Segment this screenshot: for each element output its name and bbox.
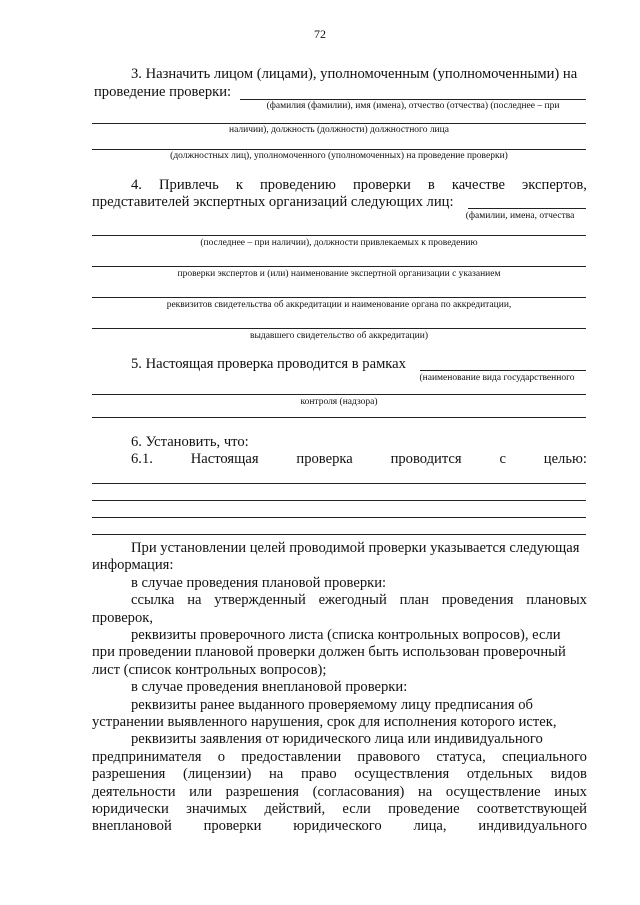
body-p7a: реквизиты заявления от юридического лица или индивидуального	[131, 731, 543, 747]
fill-line	[92, 123, 586, 124]
word: внеплановой	[92, 818, 172, 834]
fill-line	[92, 328, 586, 329]
word: проверки	[203, 818, 262, 834]
item4-caption5: выдавшего свидетельство об аккредитации)	[250, 331, 428, 341]
word: если	[342, 801, 371, 817]
word: значимых	[186, 801, 248, 817]
fill-line	[468, 208, 586, 209]
body-p3a	[131, 592, 587, 609]
word: плановых	[526, 592, 587, 608]
word: на	[187, 592, 202, 608]
word: осуществления	[354, 766, 450, 782]
fill-line	[92, 517, 586, 518]
word: специального	[501, 749, 587, 765]
body-p3b: проверок,	[92, 610, 154, 626]
fill-line	[240, 99, 586, 100]
word: разрешения	[225, 784, 300, 800]
item6-1-line	[131, 451, 587, 468]
fill-line	[92, 149, 586, 150]
word: соответствующей	[476, 801, 587, 817]
item4-line1	[131, 177, 587, 194]
fill-line	[420, 370, 586, 371]
word: ежегодный	[318, 592, 387, 608]
page-number: 72	[314, 27, 326, 41]
word: на	[417, 784, 433, 800]
body-p6b: устранении выявленного нарушения, срок для исполнения которого истек,	[92, 714, 557, 730]
fill-line	[92, 297, 586, 298]
word: разрешения	[92, 766, 166, 782]
word: или	[189, 784, 213, 800]
item3-caption1: (фамилия (фамилии), имя (имена), отчество (отчества) (последнее – при	[266, 101, 560, 111]
word: статуса,	[436, 749, 486, 765]
body-p7b	[92, 749, 587, 766]
word: иных	[554, 784, 587, 800]
word: ссылка	[131, 592, 175, 608]
word: право	[300, 766, 337, 782]
body-p5: в случае проведения внеплановой проверки:	[131, 679, 408, 695]
word: целью:	[543, 451, 587, 467]
word: проведению	[259, 177, 336, 193]
word: Настоящая	[190, 451, 259, 467]
word: проводится	[390, 451, 462, 467]
item5-line1: 5. Настоящая проверка проводится в рамках	[131, 356, 406, 372]
fill-line	[92, 500, 586, 501]
word: 6.1.	[131, 451, 153, 467]
body-p1b: информация:	[92, 557, 174, 573]
word: предоставлении	[241, 749, 342, 765]
item6-line1: 6. Установить, что:	[131, 434, 249, 450]
word: проведение	[388, 801, 460, 817]
fill-line	[92, 266, 586, 267]
word: лица,	[413, 818, 447, 834]
word: осуществление	[445, 784, 541, 800]
word: экспертов,	[522, 177, 587, 193]
body-p4a: реквизиты проверочного листа (списка контрольных вопросов), если	[131, 627, 561, 643]
body-p7e	[92, 801, 587, 818]
item4-caption4: реквизитов свидетельства об аккредитации и наименование органа по аккредитации,	[166, 300, 512, 310]
fill-line	[92, 534, 586, 535]
body-p7c	[92, 766, 587, 783]
word: с	[499, 451, 506, 467]
word: 4.	[131, 177, 142, 193]
item3-caption2: наличии), должность (должности) должностного лица	[229, 125, 449, 135]
word: деятельности	[92, 784, 176, 800]
fill-line	[92, 394, 586, 395]
item5-caption1: (наименование вида государственного	[419, 373, 575, 383]
word: (лицензии)	[183, 766, 252, 782]
word: видов	[550, 766, 587, 782]
body-p4b: при проведении плановой проверки должен быть использован проверочный	[92, 644, 566, 660]
fill-line	[92, 235, 586, 236]
body-p4c: лист (список контрольных вопросов);	[92, 662, 327, 678]
item3-line2: проведение проверки:	[94, 84, 232, 100]
word: юридически	[92, 801, 169, 817]
word: индивидуального	[478, 818, 587, 834]
word: план	[399, 592, 429, 608]
word: предпринимателя	[92, 749, 202, 765]
word: Привлечь	[159, 177, 219, 193]
word: проведения	[441, 592, 514, 608]
item4-caption2: (последнее – при наличии), должности привлекаемых к проведению	[200, 238, 478, 248]
item4-caption3: проверки экспертов и (или) наименование экспертной организации с указанием	[177, 269, 501, 279]
item5-caption2: контроля (надзора)	[300, 397, 378, 407]
body-p6a: реквизиты ранее выданного проверяемому лицу предписания об	[131, 697, 533, 713]
word: о	[217, 749, 225, 765]
word: действий,	[264, 801, 326, 817]
body-p7f	[92, 818, 587, 835]
item4-caption1: (фамилии, имена, отчества	[465, 211, 575, 221]
item4-line2: представителей экспертных организаций следующих лиц:	[92, 194, 454, 210]
body-p7d	[92, 784, 587, 801]
body-p1a: При установлении целей проводимой проверки указывается следующая	[131, 540, 580, 556]
word: к	[235, 177, 243, 193]
item3-line1: 3. Назначить лицом (лицами), уполномоченным (уполномоченными) на	[131, 66, 578, 82]
fill-line	[92, 417, 586, 418]
body-p2: в случае проведения плановой проверки:	[131, 575, 387, 591]
word: проверки	[352, 177, 411, 193]
word: утвержденный	[214, 592, 306, 608]
word: правового	[357, 749, 421, 765]
fill-line	[92, 483, 586, 484]
word: отдельных	[466, 766, 533, 782]
word: в	[427, 177, 435, 193]
word: юридического	[293, 818, 382, 834]
word: проверка	[296, 451, 353, 467]
word: качестве	[451, 177, 505, 193]
word: (согласования)	[312, 784, 405, 800]
word: на	[268, 766, 284, 782]
item3-caption3: (должностных лиц), уполномоченного (уполномоченных) на проведение проверки)	[170, 151, 508, 161]
